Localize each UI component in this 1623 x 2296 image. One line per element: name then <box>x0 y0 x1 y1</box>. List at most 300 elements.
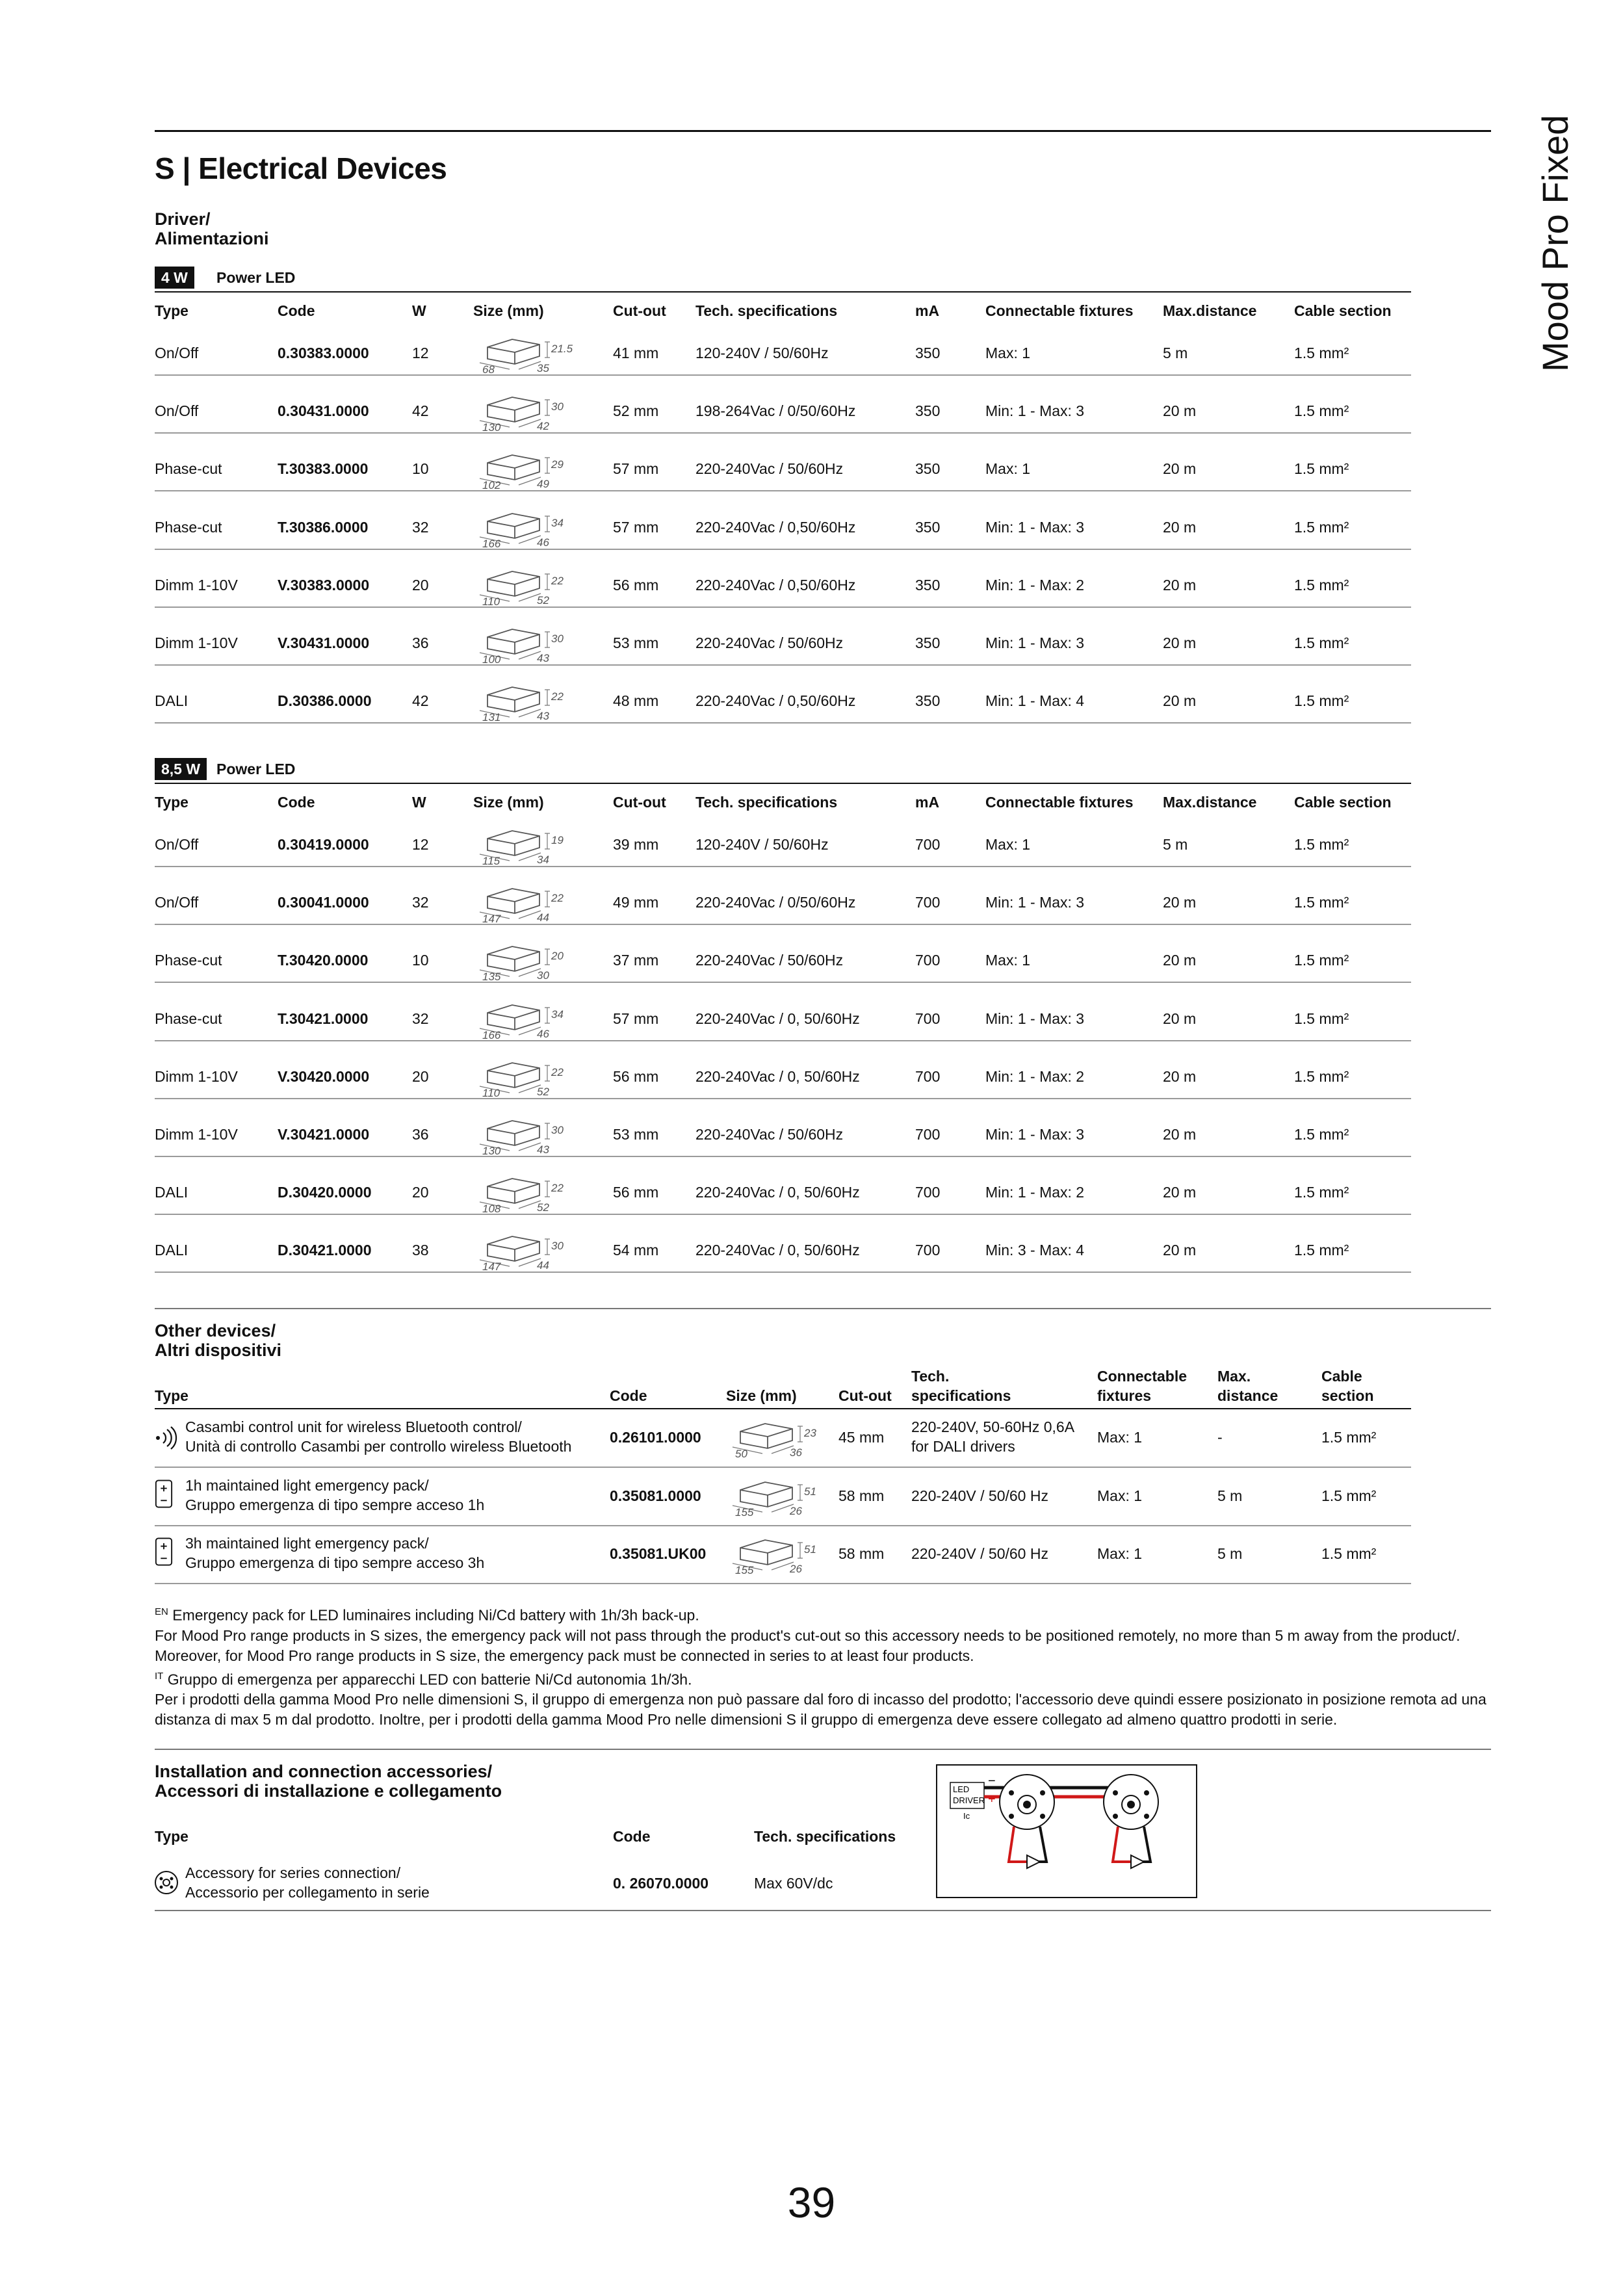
cell-connectable: Min: 1 - Max: 2 <box>985 1067 1085 1085</box>
row-divider <box>155 432 1411 434</box>
driver-heading <box>155 209 269 248</box>
footnote-line <box>155 1666 1494 1690</box>
size-dim-label: 34 <box>551 516 564 529</box>
size-dim-label: 30 <box>551 1124 564 1136</box>
cell-code: V.30420.0000 <box>278 1067 370 1085</box>
other-header-size: Size (mm) <box>726 1387 797 1404</box>
size-dim-label: 26 <box>790 1563 802 1575</box>
other-row-divider <box>155 1467 1411 1468</box>
cell-cutout: 52 mm <box>613 402 659 420</box>
other-header-code: Code <box>610 1387 647 1404</box>
cell-tech: 220-240Vac / 50/60Hz <box>695 952 844 969</box>
install-heading <box>155 1762 502 1801</box>
battery-icon <box>155 1536 173 1567</box>
other-row-divider <box>155 1525 1411 1526</box>
header-code: Code <box>278 794 315 811</box>
other-cable: 1.5 mm² <box>1321 1545 1377 1562</box>
cell-watt: 38 <box>412 1242 429 1259</box>
size-dim-label: 46 <box>537 536 549 549</box>
cell-cable: 1.5 mm² <box>1294 952 1349 969</box>
wattage-badge: 8,5 W <box>155 758 207 780</box>
cell-maxdist: 20 m <box>1163 518 1197 536</box>
size-dim-label: 26 <box>790 1505 802 1517</box>
cell-maxdist: 20 m <box>1163 1067 1197 1085</box>
cell-tech: 220-240Vac / 0, 50/60Hz <box>695 1242 860 1259</box>
cell-cutout: 57 mm <box>613 460 659 478</box>
other-header-cable-2: section <box>1321 1387 1374 1404</box>
row-divider <box>155 664 1411 666</box>
install-heading-en: Installation and connection accessories/ <box>155 1762 493 1781</box>
cell-ma: 700 <box>915 1126 941 1143</box>
cell-connectable: Min: 1 - Max: 3 <box>985 402 1085 420</box>
header-cutout: Cut-out <box>613 302 666 319</box>
cell-ma: 350 <box>915 402 941 420</box>
size-dim-label: 49 <box>537 478 549 491</box>
cell-code: V.30431.0000 <box>278 634 370 651</box>
other-desc-it: Gruppo emergenza di tipo sempre acceso 1h <box>185 1496 485 1513</box>
other-cable: 1.5 mm² <box>1321 1429 1377 1446</box>
other-header-rule <box>155 1408 1411 1409</box>
cell-type: Dimm 1-10V <box>155 1067 238 1085</box>
install-header-type: Type <box>155 1828 188 1845</box>
other-header-cutout: Cut-out <box>838 1387 892 1404</box>
cell-tech: 220-240Vac / 0,50/60Hz <box>695 576 856 594</box>
row-divider <box>155 1156 1411 1157</box>
header-cable: Cable section <box>1294 794 1392 811</box>
cell-maxdist: 20 m <box>1163 1126 1197 1143</box>
size-dim-label: 20 <box>551 950 564 963</box>
page-title: S | Electrical Devices <box>155 151 447 185</box>
other-header-cable-1: Cable <box>1321 1368 1362 1385</box>
cell-cutout: 49 mm <box>613 894 659 911</box>
series-wiring-diagram <box>936 1764 1197 1898</box>
cell-type: On/Off <box>155 836 199 853</box>
cell-cable: 1.5 mm² <box>1294 1184 1349 1201</box>
cell-code: 0.30383.0000 <box>278 345 369 361</box>
cell-watt: 42 <box>412 692 429 710</box>
row-divider <box>155 374 1411 376</box>
size-dim-label: 23 <box>804 1427 816 1439</box>
cell-code: D.30420.0000 <box>278 1184 372 1201</box>
cell-cable: 1.5 mm² <box>1294 836 1349 853</box>
driver-heading-it: Alimentazioni <box>155 229 269 248</box>
header-connectable: Connectable fixtures <box>985 794 1134 811</box>
diagram-minus: − <box>988 1774 996 1788</box>
size-dim-label: 166 <box>482 1028 501 1040</box>
other-desc-en: 3h maintained light emergency pack/ <box>185 1535 429 1552</box>
footnote-lang: IT <box>155 1670 164 1682</box>
diagram-plus: + <box>988 1792 996 1807</box>
install-row-desc <box>185 1863 430 1902</box>
other-code: 0.35081.UK00 <box>610 1545 707 1562</box>
other-maxdist: - <box>1217 1429 1223 1446</box>
cell-cutout: 53 mm <box>613 634 659 651</box>
other-connectable: Max: 1 <box>1097 1429 1143 1446</box>
size-dim-label: 42 <box>537 420 549 433</box>
cell-tech: 220-240Vac / 0,50/60Hz <box>695 692 856 710</box>
row-divider <box>155 490 1411 491</box>
cell-code: 0.30431.0000 <box>278 402 369 420</box>
size-dim-label: 34 <box>537 854 549 866</box>
cell-ma: 350 <box>915 576 941 594</box>
battery-icon <box>155 1478 173 1509</box>
cell-connectable: Min: 1 - Max: 3 <box>985 1126 1085 1143</box>
other-connectable: Max: 1 <box>1097 1487 1143 1504</box>
size-dim-label: 22 <box>551 690 564 703</box>
footnote-line <box>155 1602 1494 1626</box>
other-row-divider <box>155 1583 1411 1584</box>
cell-cutout: 56 mm <box>613 1067 659 1085</box>
cell-cutout: 41 mm <box>613 345 659 361</box>
size-dim-label: 52 <box>537 1201 549 1214</box>
cell-cable: 1.5 mm² <box>1294 576 1349 594</box>
cell-cutout: 54 mm <box>613 1242 659 1259</box>
cell-cable: 1.5 mm² <box>1294 634 1349 651</box>
cell-cable: 1.5 mm² <box>1294 1242 1349 1259</box>
cell-maxdist: 20 m <box>1163 634 1197 651</box>
size-dim-label: 21.5 <box>551 343 573 355</box>
size-dim-label: 155 <box>735 1506 754 1517</box>
row-divider <box>155 1040 1411 1041</box>
cell-watt: 42 <box>412 402 429 420</box>
other-cutout: 45 mm <box>838 1429 885 1446</box>
header-cutout: Cut-out <box>613 794 666 811</box>
cell-cable: 1.5 mm² <box>1294 1010 1349 1027</box>
size-dim-label: 130 <box>482 1145 501 1156</box>
cell-type: DALI <box>155 1242 188 1259</box>
other-devices-rule <box>155 1308 1491 1309</box>
cell-code: 0.30419.0000 <box>278 836 369 853</box>
install-row-tech: Max 60V/dc <box>754 1875 833 1892</box>
other-tech-2: for DALI drivers <box>911 1438 1015 1455</box>
footnote-text: Per i prodotti della gamma Mood Pro nelle dimensioni S, il gruppo di emergenza non può passare dal foro di incasso del prodotto; l'accessorio deve quindi essere posizionato in posizione remota ad una distanza di max 5 m dal prodotto. Inoltre, per i prodotti della gamma Mood Pro nelle dimensioni S il gruppo di emergenza deve essere collegato ad almeno quattro prodotti in serie. <box>155 1691 1487 1729</box>
diagram-ic-label: Ic <box>963 1811 970 1821</box>
top-rule <box>155 130 1491 132</box>
row-divider <box>155 607 1411 608</box>
size-diagram <box>473 940 577 982</box>
cell-connectable: Max: 1 <box>985 836 1031 853</box>
size-dim-label: 108 <box>482 1203 501 1214</box>
cell-connectable: Min: 1 - Max: 4 <box>985 692 1085 710</box>
cell-maxdist: 20 m <box>1163 1184 1197 1201</box>
other-header-tech-2: specifications <box>911 1387 1011 1404</box>
cell-code: V.30383.0000 <box>278 576 370 594</box>
cell-maxdist: 20 m <box>1163 1010 1197 1027</box>
cell-cutout: 37 mm <box>613 952 659 969</box>
cell-code: D.30386.0000 <box>278 692 372 710</box>
row-divider <box>155 549 1411 550</box>
cell-connectable: Max: 1 <box>985 952 1031 969</box>
other-cable: 1.5 mm² <box>1321 1487 1377 1504</box>
header-tech: Tech. specifications <box>695 302 838 319</box>
size-dim-label: 100 <box>482 653 501 664</box>
size-diagram <box>473 565 577 607</box>
cell-watt: 20 <box>412 576 429 594</box>
cell-watt: 32 <box>412 894 429 911</box>
cell-cable: 1.5 mm² <box>1294 345 1349 361</box>
row-divider <box>155 866 1411 867</box>
size-dim-label: 147 <box>482 1260 501 1272</box>
header-code: Code <box>278 302 315 319</box>
cell-watt: 12 <box>412 836 429 853</box>
size-dim-label: 22 <box>551 1065 564 1078</box>
other-code: 0.26101.0000 <box>610 1429 701 1446</box>
size-dim-label: 44 <box>537 911 549 924</box>
row-divider <box>155 722 1411 724</box>
cell-maxdist: 20 m <box>1163 894 1197 911</box>
footnote-lang: EN <box>155 1606 168 1617</box>
table-top-rule <box>155 291 1411 293</box>
footnote-text: Gruppo di emergenza per apparecchi LED con batterie Ni/Cd autonomia 1h/3h. <box>163 1671 692 1688</box>
cell-type: On/Off <box>155 894 199 911</box>
cell-code: T.30383.0000 <box>278 460 369 478</box>
bluetooth-signal-icon <box>152 1425 179 1451</box>
connector-left <box>1000 1775 1054 1829</box>
cell-tech: 220-240Vac / 0, 50/60Hz <box>695 1067 860 1085</box>
size-dim-label: 102 <box>482 479 501 491</box>
driver-heading-en: Driver/ <box>155 209 211 229</box>
size-dim-label: 130 <box>482 421 501 433</box>
cell-code: V.30421.0000 <box>278 1126 370 1143</box>
cell-type: On/Off <box>155 402 199 420</box>
cell-ma: 350 <box>915 518 941 536</box>
table-top-rule <box>155 783 1411 784</box>
other-desc-it: Gruppo emergenza di tipo sempre acceso 3h <box>185 1554 485 1571</box>
cell-code: T.30421.0000 <box>278 1010 369 1027</box>
size-dim-label: 147 <box>482 913 501 924</box>
size-dim-label: 30 <box>551 633 564 645</box>
cell-type: Dimm 1-10V <box>155 576 238 594</box>
size-diagram <box>473 623 577 664</box>
header-size: Size (mm) <box>473 794 544 811</box>
install-header-code: Code <box>613 1828 651 1845</box>
other-heading-en: Other devices/ <box>155 1321 276 1340</box>
other-connectable: Max: 1 <box>1097 1545 1143 1562</box>
size-dim-label: 30 <box>537 969 549 982</box>
size-dim-label: 44 <box>537 1259 549 1272</box>
size-diagram <box>473 1056 577 1098</box>
cell-ma: 350 <box>915 692 941 710</box>
cell-tech: 220-240Vac / 0/50/60Hz <box>695 894 856 911</box>
cell-ma: 700 <box>915 1010 941 1027</box>
cell-tech: 198-264Vac / 0/50/60Hz <box>695 402 856 420</box>
other-header-tech-1: Tech. <box>911 1368 950 1385</box>
size-diagram <box>726 1476 830 1517</box>
cell-tech: 120-240V / 50/60Hz <box>695 836 829 853</box>
cell-ma: 700 <box>915 952 941 969</box>
cell-watt: 32 <box>412 1010 429 1027</box>
cell-type: Phase-cut <box>155 1010 222 1027</box>
other-header-maxdist-1: Max. <box>1217 1368 1251 1385</box>
size-dim-label: 43 <box>537 1143 549 1156</box>
size-diagram <box>473 1230 577 1272</box>
side-title: Mood Pro Fixed <box>1535 114 1576 372</box>
other-maxdist: 5 m <box>1217 1545 1243 1562</box>
cell-ma: 350 <box>915 460 941 478</box>
footnotes <box>155 1602 1494 1730</box>
cell-cutout: 48 mm <box>613 692 659 710</box>
footnote-line <box>155 1626 1494 1666</box>
size-diagram <box>473 333 577 374</box>
cell-connectable: Max: 1 <box>985 345 1031 361</box>
install-rule <box>155 1749 1491 1750</box>
other-header-maxdist-2: distance <box>1217 1387 1279 1404</box>
page-number: 39 <box>787 2178 836 2226</box>
cell-maxdist: 20 m <box>1163 952 1197 969</box>
size-diagram <box>473 391 577 432</box>
size-dim-label: 52 <box>537 1085 549 1098</box>
other-desc-en: Casambi control unit for wireless Bluetooth control/ <box>185 1418 522 1435</box>
size-dim-label: 43 <box>537 652 549 664</box>
footnote-text: Emergency pack for LED luminaires including Ni/Cd battery with 1h/3h back-up. <box>168 1606 699 1624</box>
size-dim-label: 110 <box>482 595 500 607</box>
cell-cutout: 39 mm <box>613 836 659 853</box>
cell-tech: 220-240Vac / 50/60Hz <box>695 634 844 651</box>
cell-ma: 700 <box>915 836 941 853</box>
cell-code: T.30420.0000 <box>278 952 369 969</box>
size-diagram <box>473 1172 577 1214</box>
side-title-block <box>1514 114 1592 390</box>
cell-watt: 12 <box>412 345 429 361</box>
cell-connectable: Min: 1 - Max: 3 <box>985 518 1085 536</box>
header-ma: mA <box>915 302 940 319</box>
cell-code: T.30386.0000 <box>278 518 369 536</box>
other-tech-1: 220-240V, 50-60Hz 0,6A <box>911 1418 1075 1435</box>
row-divider <box>155 924 1411 925</box>
cell-maxdist: 20 m <box>1163 692 1197 710</box>
size-dim-label: 155 <box>735 1564 754 1575</box>
cell-ma: 350 <box>915 634 941 651</box>
install-header-tech: Tech. specifications <box>754 1828 896 1845</box>
footnote-text: For Mood Pro range products in S sizes, the emergency pack will not pass through the product's cut-out so this accessory needs to be positioned remotely, no more than 5 m away from the product/. Moreover, for Mood Pro range products in S size, the emergency pack must be connected in series to at least four products. <box>155 1626 1461 1664</box>
row-divider <box>155 1098 1411 1099</box>
cell-maxdist: 5 m <box>1163 345 1188 361</box>
size-dim-label: 115 <box>482 855 500 866</box>
header-ma: mA <box>915 794 940 811</box>
size-dim-label: 22 <box>551 574 564 587</box>
size-dim-label: 36 <box>790 1446 802 1459</box>
size-diagram <box>473 449 577 490</box>
cell-type: Phase-cut <box>155 518 222 536</box>
size-dim-label: 110 <box>482 1086 500 1098</box>
cell-connectable: Min: 1 - Max: 2 <box>985 1184 1085 1201</box>
cell-ma: 700 <box>915 1242 941 1259</box>
cell-watt: 36 <box>412 1126 429 1143</box>
cell-tech: 120-240V / 50/60Hz <box>695 345 829 361</box>
size-dim-label: 19 <box>551 834 564 846</box>
size-dim-label: 50 <box>735 1448 747 1459</box>
cell-type: Phase-cut <box>155 952 222 969</box>
size-dim-label: 52 <box>537 594 549 607</box>
row-divider <box>155 982 1411 983</box>
connector-right <box>1104 1775 1158 1829</box>
header-cable: Cable section <box>1294 302 1392 319</box>
cell-type: DALI <box>155 1184 188 1201</box>
cell-type: Dimm 1-10V <box>155 1126 238 1143</box>
header-tech: Tech. specifications <box>695 794 838 811</box>
size-dim-label: 43 <box>537 710 549 723</box>
cell-ma: 700 <box>915 1184 941 1201</box>
cell-cutout: 57 mm <box>613 518 659 536</box>
cell-cutout: 53 mm <box>613 1126 659 1143</box>
size-dim-label: 68 <box>482 363 495 374</box>
cell-ma: 350 <box>915 345 941 361</box>
cell-watt: 32 <box>412 518 429 536</box>
size-dim-label: 35 <box>537 362 549 374</box>
cell-type: DALI <box>155 692 188 710</box>
cell-tech: 220-240Vac / 50/60Hz <box>695 460 844 478</box>
size-diagram <box>473 824 577 866</box>
cell-maxdist: 20 m <box>1163 1242 1197 1259</box>
cell-code: 0.30041.0000 <box>278 894 369 911</box>
header-type: Type <box>155 302 188 319</box>
cell-connectable: Min: 1 - Max: 3 <box>985 634 1085 651</box>
size-dim-label: 34 <box>551 1008 564 1021</box>
cell-cable: 1.5 mm² <box>1294 402 1349 420</box>
install-row-code: 0. 26070.0000 <box>613 1875 709 1892</box>
row-divider <box>155 1272 1411 1273</box>
other-tech: 220-240V / 50/60 Hz <box>911 1545 1048 1562</box>
install-desc-it: Accessorio per collegamento in serie <box>185 1884 430 1901</box>
row-divider <box>155 1214 1411 1215</box>
cell-maxdist: 20 m <box>1163 460 1197 478</box>
cell-cable: 1.5 mm² <box>1294 692 1349 710</box>
size-dim-label: 30 <box>551 1240 564 1253</box>
size-dim-label: 131 <box>482 711 501 723</box>
series-connector-icon <box>153 1870 179 1896</box>
header-maxdist: Max.distance <box>1163 794 1257 811</box>
other-code: 0.35081.0000 <box>610 1487 701 1504</box>
cell-tech: 220-240Vac / 50/60Hz <box>695 1126 844 1143</box>
power-led-label: Power LED <box>216 761 296 777</box>
other-desc-en: 1h maintained light emergency pack/ <box>185 1477 429 1494</box>
cell-cable: 1.5 mm² <box>1294 894 1349 911</box>
size-diagram <box>473 998 577 1040</box>
install-desc-en: Accessory for series connection/ <box>185 1864 401 1881</box>
size-diagram <box>726 1533 830 1575</box>
size-diagram <box>473 507 577 549</box>
header-w: W <box>412 302 426 319</box>
size-dim-label: 166 <box>482 537 501 549</box>
cell-connectable: Max: 1 <box>985 460 1031 478</box>
size-dim-label: 135 <box>482 971 501 982</box>
other-heading-it: Altri dispositivi <box>155 1340 282 1360</box>
other-header-type: Type <box>155 1387 188 1404</box>
cell-watt: 36 <box>412 634 429 651</box>
cell-watt: 10 <box>412 460 429 478</box>
other-cutout: 58 mm <box>838 1545 885 1562</box>
size-diagram <box>473 882 577 924</box>
cell-ma: 700 <box>915 1067 941 1085</box>
cell-tech: 220-240Vac / 0,50/60Hz <box>695 518 856 536</box>
cell-watt: 20 <box>412 1184 429 1201</box>
size-dim-label: 51 <box>804 1543 816 1556</box>
cell-cutout: 56 mm <box>613 1184 659 1201</box>
other-tech: 220-240V / 50/60 Hz <box>911 1487 1048 1504</box>
footnote-line <box>155 1689 1494 1730</box>
other-cutout: 58 mm <box>838 1487 885 1504</box>
cell-type: Phase-cut <box>155 460 222 478</box>
header-w: W <box>412 794 426 811</box>
cell-connectable: Min: 1 - Max: 3 <box>985 894 1085 911</box>
cell-connectable: Min: 3 - Max: 4 <box>985 1242 1085 1259</box>
size-dim-label: 30 <box>551 400 564 413</box>
cell-cutout: 57 mm <box>613 1010 659 1027</box>
bottom-rule <box>155 1910 1491 1911</box>
cell-cable: 1.5 mm² <box>1294 460 1349 478</box>
size-dim-label: 22 <box>551 1182 564 1195</box>
cell-cable: 1.5 mm² <box>1294 1126 1349 1143</box>
